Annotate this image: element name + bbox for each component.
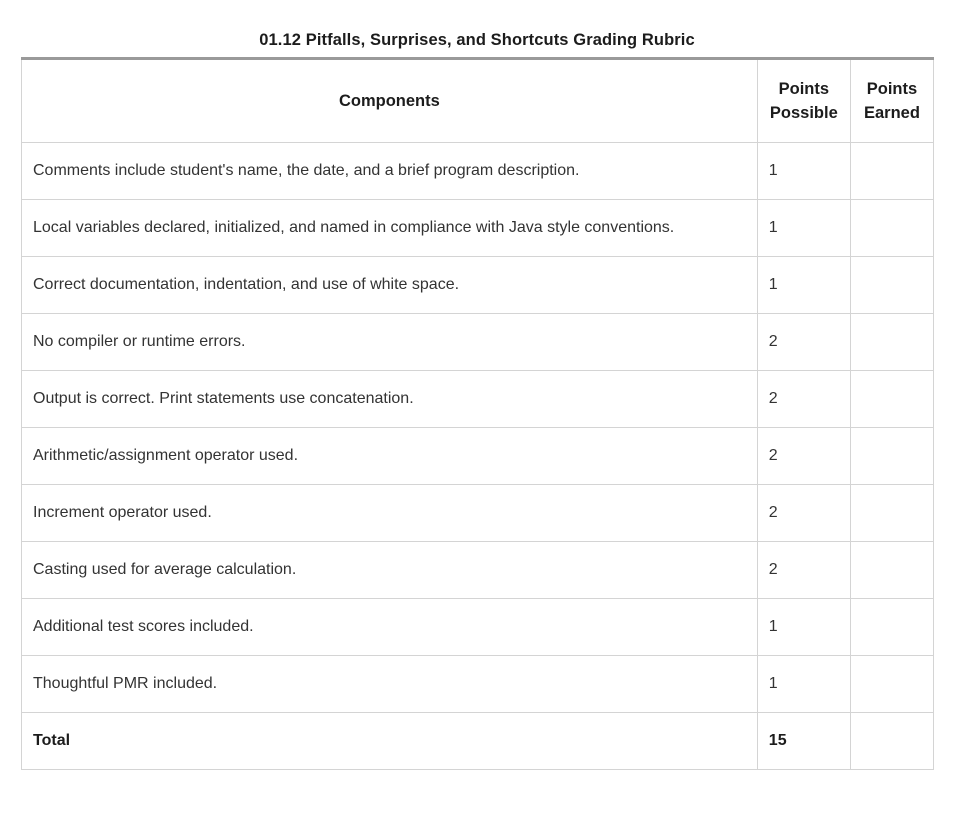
header-points-earned-line1: Points [866, 80, 918, 98]
header-components-label: Components [338, 92, 440, 110]
points-earned-cell[interactable] [850, 542, 933, 599]
points-possible-cell: 2 [757, 428, 850, 485]
points-earned-cell[interactable] [850, 143, 933, 200]
header-points-earned-line2: Earned [863, 104, 920, 122]
table-row [22, 485, 934, 542]
component-cell: Additional test scores included. [22, 599, 758, 656]
header-components [22, 59, 758, 143]
header-row [22, 59, 934, 143]
points-possible-cell: 2 [757, 371, 850, 428]
component-cell: Correct documentation, indentation, and use of white space. [22, 257, 758, 314]
points-possible-cell: 2 [757, 542, 850, 599]
table-row [22, 143, 934, 200]
table-row [22, 257, 934, 314]
total-row [22, 713, 934, 770]
table-row [22, 656, 934, 713]
points-possible-cell: 1 [757, 257, 850, 314]
points-earned-cell[interactable] [850, 485, 933, 542]
total-label-cell: Total [22, 713, 758, 770]
points-earned-cell[interactable] [850, 599, 933, 656]
component-cell: Thoughtful PMR included. [22, 656, 758, 713]
points-possible-cell: 2 [757, 314, 850, 371]
component-cell: Casting used for average calculation. [22, 542, 758, 599]
points-earned-cell[interactable] [850, 428, 933, 485]
total-points-possible-cell: 15 [757, 713, 850, 770]
points-possible-cell: 1 [757, 143, 850, 200]
points-earned-cell[interactable] [850, 200, 933, 257]
header-points-earned [850, 59, 933, 143]
component-cell: Comments include student's name, the date, and a brief program description. [22, 143, 758, 200]
points-earned-cell[interactable] [850, 314, 933, 371]
total-points-earned-cell[interactable] [850, 713, 933, 770]
component-cell: No compiler or runtime errors. [22, 314, 758, 371]
table-row [22, 599, 934, 656]
points-possible-cell: 1 [757, 656, 850, 713]
table-row [22, 200, 934, 257]
points-earned-cell[interactable] [850, 257, 933, 314]
table-row [22, 542, 934, 599]
points-possible-cell: 1 [757, 599, 850, 656]
page-title: 01.12 Pitfalls, Surprises, and Shortcuts Grading Rubric [259, 31, 695, 49]
points-earned-cell[interactable] [850, 371, 933, 428]
component-cell: Local variables declared, initialized, and named in compliance with Java style conventions. [22, 200, 758, 257]
header-points-possible-line2: Possible [769, 104, 838, 122]
grading-rubric-table [21, 57, 934, 770]
points-possible-cell: 2 [757, 485, 850, 542]
table-row [22, 428, 934, 485]
table-row [22, 371, 934, 428]
points-earned-cell[interactable] [850, 656, 933, 713]
component-cell: Arithmetic/assignment operator used. [22, 428, 758, 485]
component-cell: Increment operator used. [22, 485, 758, 542]
points-possible-cell: 1 [757, 200, 850, 257]
component-cell: Output is correct. Print statements use concatenation. [22, 371, 758, 428]
table-row [22, 314, 934, 371]
header-points-possible [757, 59, 850, 143]
header-points-possible-line1: Points [778, 80, 830, 98]
